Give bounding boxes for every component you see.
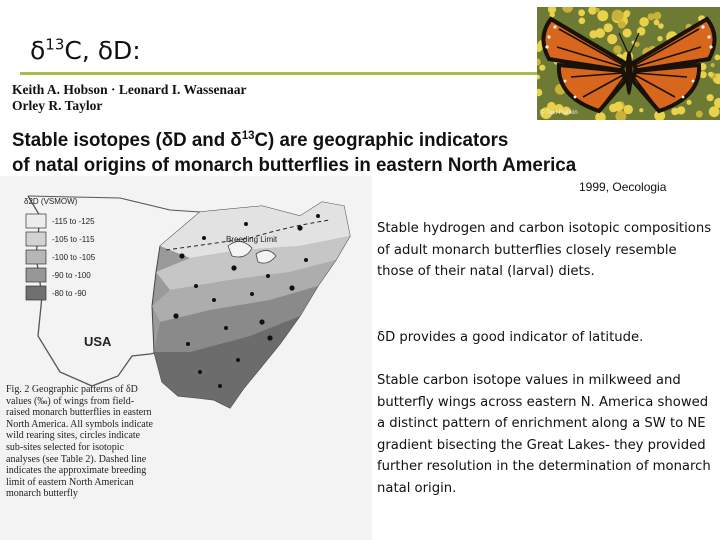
flower-dot	[604, 23, 613, 32]
flower-dot	[648, 13, 655, 20]
figure-caption: Fig. 2 Geographic patterns of δD values (‰) of wings from field-raised monarch butterflies in eastern North America. All symbols indicate wild rearing sites, circles indicate sub-sites selected for isotopic analyses (see Table 2). Dashed line indicates the approximate breeding limit of eastern North American monarch butterfly	[6, 384, 153, 500]
flower-dot	[696, 111, 703, 118]
flower-dot	[639, 108, 643, 112]
country-label: USA	[84, 334, 112, 349]
rearing-site-marker	[198, 370, 202, 374]
bullet-1: Stable hydrogen and carbon isotopic compositions of adult monarch butterflies closely resemble those of their natal (larval) diets.	[377, 221, 712, 280]
rearing-site-marker	[244, 222, 248, 226]
photo-credit: © Tom Rankin	[540, 110, 578, 116]
flower-dot	[597, 10, 608, 21]
flower-dot	[539, 65, 545, 71]
flower-dot	[671, 108, 679, 116]
flower-dot	[589, 30, 597, 38]
rearing-site-marker	[236, 358, 240, 362]
rearing-site-marker	[224, 326, 228, 330]
flower-dot	[607, 34, 617, 44]
rearing-site-marker	[267, 335, 272, 340]
rearing-site-marker	[202, 236, 206, 240]
rearing-site-marker	[173, 313, 178, 318]
legend-swatch	[26, 268, 46, 282]
flower-dot	[613, 45, 621, 53]
flower-dot	[579, 18, 586, 25]
rearing-site-marker	[218, 384, 222, 388]
authors-line-1: Keith A. Hobson · Leonard I. Wassenaar	[12, 82, 247, 97]
rearing-site-marker	[259, 319, 264, 324]
slide-title-text: $\delta^{13}C$, δD:	[30, 36, 141, 66]
flower-dot	[707, 94, 714, 101]
flower-dot	[709, 106, 720, 117]
flower-dot	[618, 21, 626, 29]
slide-title	[30, 36, 141, 65]
rearing-site-marker	[266, 274, 270, 278]
rearing-site-marker	[297, 225, 302, 230]
rearing-site-marker	[194, 284, 198, 288]
legend-title: δ2D (VSMOW)	[24, 197, 78, 206]
flower-dot	[708, 72, 713, 77]
flower-dot	[639, 17, 649, 27]
legend-swatch	[26, 286, 46, 300]
flower-dot	[711, 63, 715, 67]
flower-dot	[578, 9, 585, 16]
legend-label: -115 to -125	[52, 217, 95, 226]
rearing-site-marker	[186, 342, 190, 346]
flower-dot	[550, 12, 555, 17]
flower-dot	[623, 29, 632, 38]
legend-label: -100 to -105	[52, 253, 96, 262]
rearing-site-marker	[250, 292, 254, 296]
flower-dot	[686, 100, 691, 105]
monarch-butterfly-photo	[537, 7, 720, 120]
legend-label: -90 to -100	[52, 271, 91, 280]
rearing-site-marker	[289, 285, 294, 290]
legend-label: -80 to -90	[52, 289, 87, 298]
flower-dot	[658, 23, 664, 29]
bullet-2: δD provides a good indicator of latitude.	[377, 330, 644, 345]
paper-title	[12, 123, 576, 178]
flower-dot	[654, 20, 660, 26]
rearing-site-marker	[179, 253, 184, 258]
paper-title-line-2: of natal origins of monarch butterflies in eastern North America	[12, 154, 577, 176]
paper-title-line-1: Stable isotopes (δD and $\delta^{13}C$) are geographic indicators	[12, 128, 509, 151]
rearing-site-marker	[231, 265, 236, 270]
legend-swatch	[26, 214, 46, 228]
legend-swatch	[26, 232, 46, 246]
butterfly-illustration	[537, 7, 720, 120]
rearing-site-marker	[304, 258, 308, 262]
citation: 1999, Oecologia	[579, 180, 667, 194]
rearing-site-marker	[212, 298, 216, 302]
paper-authors	[12, 82, 247, 114]
flower-dot	[623, 11, 630, 18]
flower-dot	[612, 10, 624, 22]
rearing-site-marker	[316, 214, 320, 218]
flower-dot	[595, 8, 599, 12]
legend-label: -105 to -115	[52, 235, 95, 244]
breeding-limit-label: Breeding Limit	[226, 235, 278, 244]
flower-dot	[657, 36, 662, 41]
flower-dot	[609, 104, 618, 113]
authors-line-2: Orley R. Taylor	[12, 98, 103, 113]
legend-swatch	[26, 250, 46, 264]
bullet-3: Stable carbon isotope values in milkweed and butterfly wings across eastern N. America showed a distinct pattern of enrichment along a SW to NE gradient bisecting the Great Lakes- they provided further resolution in the determination of monarch natal origin.	[377, 373, 711, 496]
